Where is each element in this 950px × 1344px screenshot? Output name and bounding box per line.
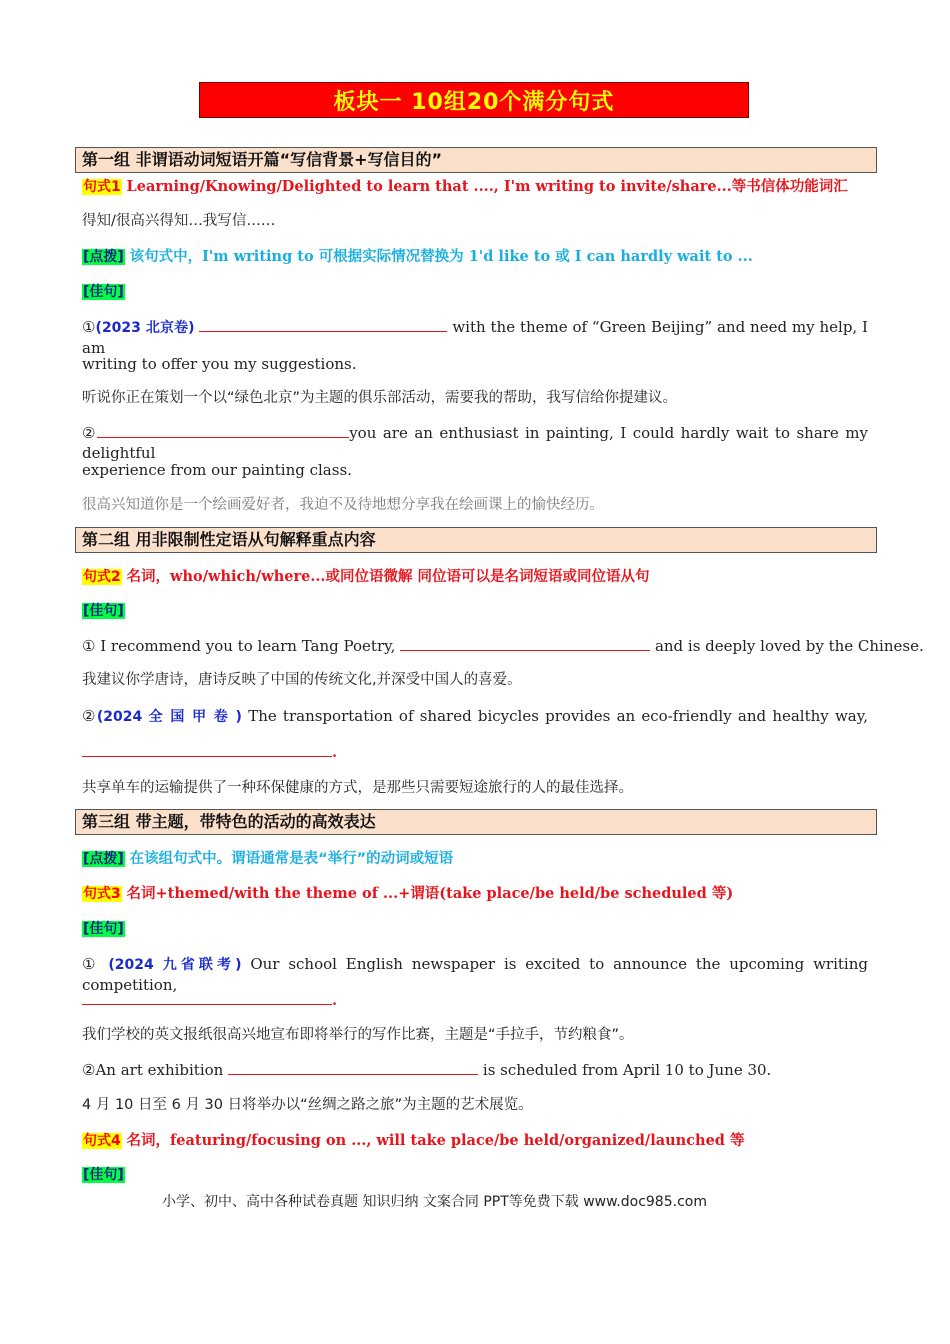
tip-text: 该句式中，I'm writing to 可根据实际情况替换为 1'd like to 或 I can hardly wait to ...	[129, 248, 753, 265]
section-header-3: 第三组 带主题，带特色的活动的高效表达	[75, 809, 877, 835]
good-sentence-tag-line	[82, 1164, 868, 1185]
example-3-1-line	[82, 954, 868, 995]
example-text: is scheduled from April 10 to June 30.	[482, 1061, 772, 1079]
fill-blank[interactable]	[82, 742, 332, 757]
example-2-2-blank-line	[82, 742, 868, 763]
example-1-1-translation: 听说你正在策划一个以“绿色北京”为主题的俱乐部活动，需要我的帮助，我写信给你提建议。	[82, 390, 678, 406]
page-footer: 小学、初中、高中各种试卷真题 知识归纳 文案合同 PPT等免费下载 www.doc985.com	[162, 1194, 707, 1210]
example-number: ②	[82, 424, 98, 442]
example-source: (2023 北京卷)	[95, 320, 195, 336]
pattern-text: 名词+themed/with the theme of ...+谓语(take place/be held/be scheduled 等)	[126, 885, 734, 902]
pattern-text: 名词，who/which/where...或同位语微解 同位语可以是名词短语或同位语从句	[126, 568, 650, 585]
fill-blank[interactable]	[199, 317, 447, 332]
example-3-1-translation: 我们学校的英文报纸很高兴地宣布即将举行的写作比赛，主题是“手拉手，节约粮食”。	[82, 1027, 634, 1043]
good-sentence-tag: [佳句]	[83, 1167, 124, 1183]
page-title-banner	[199, 82, 749, 118]
example-number: ②	[82, 707, 97, 725]
example-1-2-line-2: experience from our painting class.	[82, 461, 352, 479]
section-header-1: 第一组 非谓语动词短语开篇“写信背景+写信目的”	[75, 147, 877, 173]
good-sentence-tag-line	[82, 600, 868, 621]
example-source: (2024 全 国 甲 卷 )	[96, 709, 242, 725]
pattern-tag: 句式2	[83, 569, 121, 585]
good-sentence-tag-line	[82, 918, 868, 939]
fill-blank[interactable]	[97, 423, 349, 438]
tip-tag: [点拨]	[83, 249, 124, 265]
example-text: you are an enthusiast in painting, I could hardly wait to share my delightful	[82, 424, 869, 462]
good-sentence-tag: [佳句]	[83, 284, 124, 300]
page-title: 板块一 10组20个满分句式	[333, 89, 615, 115]
example-2-2-line	[82, 706, 868, 727]
good-sentence-tag-line	[82, 281, 868, 302]
example-source: (2024 九省联考)	[108, 957, 242, 973]
tip-tag: [点拨]	[83, 851, 124, 867]
example-number: ①	[82, 318, 96, 336]
pattern-1-line	[82, 176, 868, 197]
pattern-tag: 句式3	[83, 886, 121, 902]
example-3-1-blank-line	[82, 990, 868, 1011]
example-1-1-line	[82, 317, 868, 358]
example-2-2-translation: 共享单车的运输提供了一种环保健康的方式，是那些只需要短途旅行的人的最佳选择。	[82, 780, 633, 796]
example-1-1-line-2: writing to offer you my suggestions.	[82, 355, 357, 373]
example-2-1-line	[82, 636, 924, 656]
example-text: ②An art exhibition	[82, 1061, 224, 1079]
tip-text: 在该组句式中。谓语通常是表“举行”的动词或短语	[129, 851, 454, 867]
example-text: with the theme of “Green Beijing” and need my help, I am	[82, 318, 868, 357]
example-1-2-translation: 很高兴知道你是一个绘画爱好者，我迫不及待地想分享我在绘画课上的愉快经历。	[82, 497, 604, 513]
pattern-1-meaning: 得知/很高兴得知…我写信……	[82, 213, 276, 229]
fill-blank[interactable]	[228, 1060, 478, 1075]
pattern-text: 名词，featuring/focusing on ..., will take place/be held/organized/launched 等	[126, 1132, 745, 1149]
example-number: ①	[82, 955, 100, 973]
section-header-2: 第二组 用非限制性定语从句解释重点内容	[75, 527, 877, 553]
example-1-2-line	[82, 423, 868, 463]
example-3-2-translation: 4 月 10 日至 6 月 30 日将举办以“丝绸之路之旅”为主题的艺术展览。	[82, 1097, 533, 1113]
pattern-text: Learning/Knowing/Delighted to learn that ...., I'm writing to invite/share...等书信体功能词汇	[126, 178, 848, 195]
example-2-1-translation: 我建议你学唐诗，唐诗反映了中国的传统文化,并深受中国人的喜爱。	[82, 672, 522, 688]
pattern-3-line	[82, 883, 868, 904]
fill-blank[interactable]	[82, 990, 332, 1005]
pattern-tag: 句式4	[83, 1133, 121, 1149]
good-sentence-tag: [佳句]	[83, 603, 124, 619]
sentence-end: .	[332, 744, 338, 761]
fill-blank[interactable]	[400, 636, 650, 651]
tip-3-line	[82, 848, 868, 869]
pattern-2-line	[82, 566, 868, 587]
example-text: ① I recommend you to learn Tang Poetry,	[82, 637, 396, 655]
tip-1-line	[82, 246, 868, 267]
pattern-4-line	[82, 1130, 868, 1151]
example-3-2-line	[82, 1060, 868, 1080]
good-sentence-tag: [佳句]	[83, 921, 124, 937]
example-text: Our school English newspaper is excited to announce the upcoming writing competition,	[82, 955, 868, 994]
example-text: and is deeply loved by the Chinese.	[654, 637, 924, 655]
example-text: The transportation of shared bicycles provides an eco-friendly and healthy way,	[248, 707, 868, 725]
sentence-end: .	[332, 992, 338, 1009]
pattern-tag: 句式1	[83, 179, 121, 195]
